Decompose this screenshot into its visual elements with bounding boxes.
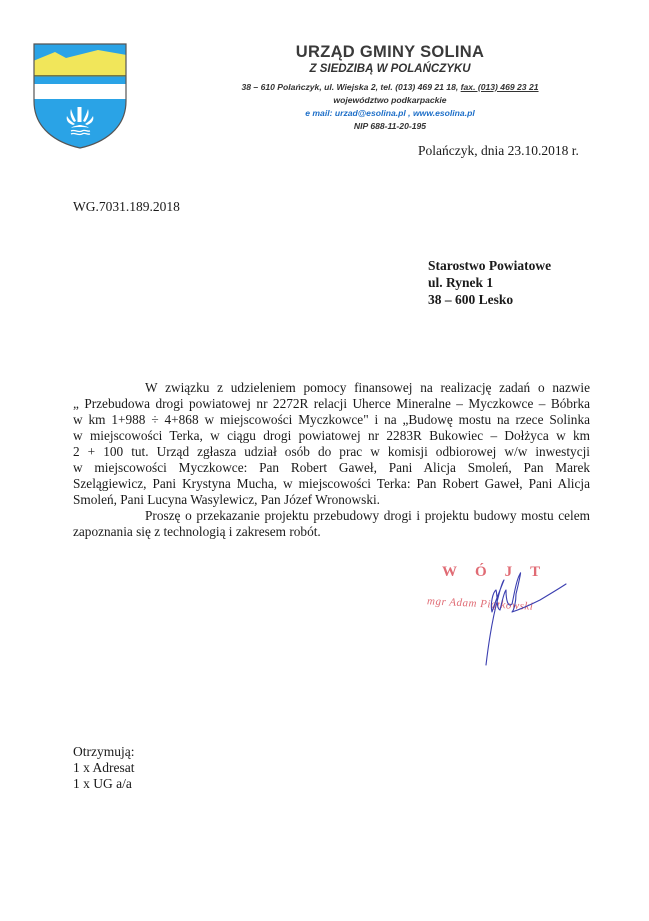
addressee-line: 38 – 600 Lesko xyxy=(428,292,514,307)
letterhead-subtitle: Z SIEDZIBĄ W POLAŃCZYKU xyxy=(309,63,471,75)
coat-of-arms-logo xyxy=(33,43,127,149)
recipient-item: 1 x UG a/a xyxy=(73,776,132,791)
letter-date: Polańczyk, dnia 23.10.2018 r. xyxy=(418,143,579,158)
paragraph-1 xyxy=(73,380,590,508)
letterhead-nip: NIP 688-11-20-195 xyxy=(353,121,427,131)
stamp-name: mgr Adam Piątkowski xyxy=(426,595,534,613)
body-line: 2 + 100 tut. Urząd zgłasza udział osób do prac w komisji odbiorowej w/w inwestycji xyxy=(73,444,590,459)
letterhead-title: URZĄD GMINY SOLINA xyxy=(295,43,485,61)
letterhead-address xyxy=(190,82,590,92)
stamp-title: WÓJT xyxy=(442,564,559,580)
body-line: Szelągiewicz, Pani Krystyna Mucha, w miejscowości Terka: Pan Robert Gaweł, Pani Alicja xyxy=(73,476,590,491)
body-line: zapoznania się z technologią i zakresem robót. xyxy=(73,524,321,539)
body-line: w miejscowości Terka, w ciągu drogi powiatowej nr 2283R Bukowiec – Dołżyca w km xyxy=(73,428,590,443)
handwritten-signature xyxy=(420,560,590,680)
body-line: Proszę o przekazanie projektu przebudowy drogi i projektu budowy mostu celem xyxy=(145,508,590,523)
recipients-heading: Otrzymują: xyxy=(73,744,135,759)
signature-stamp xyxy=(420,560,590,680)
addressee-block xyxy=(428,257,551,308)
fax-number: fax. (013) 469 23 21 xyxy=(460,82,539,92)
letterhead-voivodeship: województwo podkarpackie xyxy=(333,95,447,105)
paragraph-2 xyxy=(73,508,590,540)
letterhead-contact[interactable]: e mail: urzad@esolina.pl , www.esolina.pl xyxy=(305,108,475,118)
recipients-block xyxy=(73,744,135,792)
letter-body xyxy=(73,380,590,540)
body-line: Smoleń, Pani Lucyna Wasylewicz, Pan Józef Wronowski. xyxy=(73,492,380,507)
addressee-line: ul. Rynek 1 xyxy=(428,275,494,290)
white-band xyxy=(33,84,127,99)
body-line: „ Przebudowa drogi powiatowej nr 2272R relacji Uherce Mineralne – Myczkowce – Bóbrka xyxy=(73,396,590,411)
body-line: W związku z udzieleniem pomocy finansowej na realizację zadań o nazwie xyxy=(145,380,590,395)
recipient-item: 1 x Adresat xyxy=(73,760,135,775)
body-line: w km 1+988 ÷ 4+868 w miejscowości Myczkowce" i na „Budowę mostu na rzece Solinka xyxy=(73,412,590,427)
body-line: w miejscowości Myczkowce: Pan Robert Gaweł, Pani Alicja Smoleń, Pan Marek xyxy=(73,460,590,475)
reference-number: WG.7031.189.2018 xyxy=(73,199,180,214)
addressee-line: Starostwo Powiatowe xyxy=(428,258,552,273)
address-text: 38 – 610 Polańczyk, ul. Wiejska 2, tel. (013) 469 21 18, xyxy=(241,82,461,92)
